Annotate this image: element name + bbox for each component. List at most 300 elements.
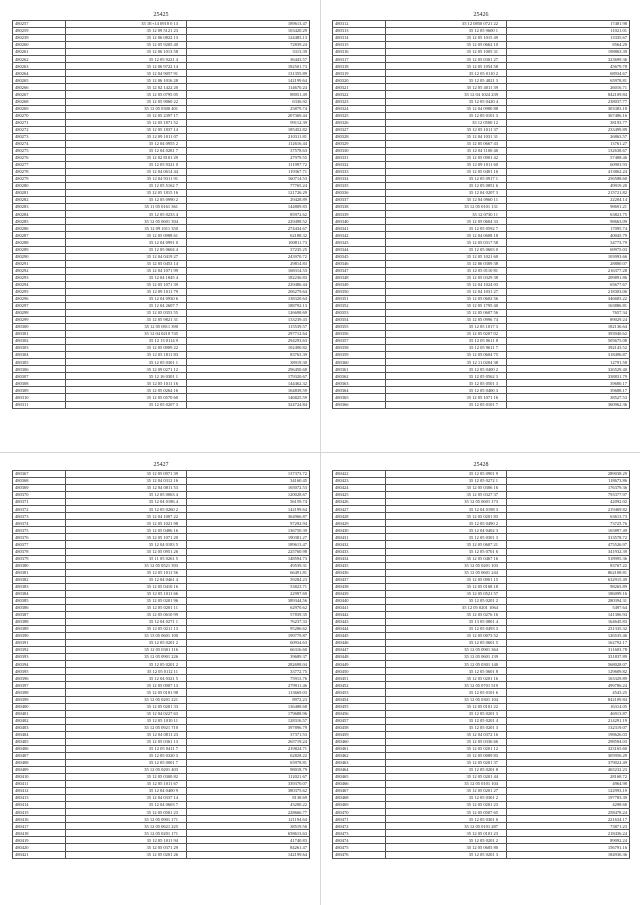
reference-code-cell: 35 12 05 0301 3	[386, 534, 507, 541]
amount-cell: 233499.89	[507, 126, 630, 133]
table-row	[333, 133, 630, 140]
reference-code-cell: 35 12 05 0811 390	[66, 324, 187, 331]
reference-code-cell: 35 12 05 0901 9	[386, 471, 507, 478]
reference-code-cell: 35 12 05 0201 23	[386, 802, 507, 809]
row-id-cell: 480335	[333, 183, 386, 190]
amount-cell: 289038.29	[507, 471, 630, 478]
amount-cell: 144809.83	[187, 204, 310, 211]
row-id-cell: 480449	[333, 661, 386, 668]
reference-code-cell: 35 12 05 0301 116	[66, 647, 187, 654]
amount-cell: 36443.57	[187, 56, 310, 63]
row-id-cell: 480459	[333, 731, 386, 738]
amount-cell: 190381.27	[187, 534, 310, 541]
amount-cell: 26016.71	[507, 84, 630, 91]
row-id-cell: 480293	[13, 274, 66, 281]
table-row	[13, 611, 310, 618]
table-row	[13, 647, 310, 654]
row-id-cell: 480341	[333, 225, 386, 232]
reference-code-cell: 35 12 04 0207 3	[386, 190, 507, 197]
row-id-cell: 480361	[333, 366, 386, 373]
reference-code-cell: 35 12 05 5162 7	[66, 183, 187, 190]
row-id-cell: 480321	[333, 84, 386, 91]
amount-cell: 189613.47	[187, 21, 310, 28]
table-row	[333, 724, 630, 731]
reference-code-cell: 35 12 05 0917 1	[386, 176, 507, 183]
reference-code-cell: 35 12 05 0601 244	[386, 569, 507, 576]
row-id-cell: 480356	[333, 331, 386, 338]
table-row	[13, 84, 310, 91]
amount-cell: 199779.87	[187, 633, 310, 640]
row-id-cell: 480314	[333, 35, 386, 42]
table-row	[13, 274, 310, 281]
reference-code-cell: 35 12 05 0662 10	[386, 42, 507, 49]
reference-code-cell: 35 12 05 1795 40	[386, 302, 507, 309]
reference-code-cell: 35 12 05 0453 14	[66, 260, 187, 267]
table-row	[13, 745, 310, 752]
table-row	[333, 520, 630, 527]
reference-code-cell: 35 12 05 0207 02	[386, 331, 507, 338]
reference-code-cell: 35 12 05 0607 56	[386, 309, 507, 316]
reference-code-cell: 35 12 05 0300 82	[66, 774, 187, 781]
reference-code-cell: 35 12 05 1011 66	[66, 590, 187, 597]
amount-cell: 7657.34	[507, 309, 630, 316]
table-row	[333, 647, 630, 654]
row-id-cell: 480263	[13, 63, 66, 70]
amount-cell: 4964.98	[507, 781, 630, 788]
amount-cell: 475526.97	[507, 541, 630, 548]
row-id-cell: 480368	[13, 478, 66, 485]
row-id-cell: 480290	[13, 253, 66, 260]
reference-code-cell: 35 12 05 0562 3	[386, 373, 507, 380]
table-row	[333, 119, 630, 126]
row-id-cell: 480266	[13, 84, 66, 91]
amount-cell: 60934.63	[187, 640, 310, 647]
row-id-cell: 480394	[13, 661, 66, 668]
reference-code-cell: 35 12 05 2397 17	[66, 112, 187, 119]
row-id-cell: 480373	[13, 513, 66, 520]
reference-code-cell: 35 12 04 0461 4	[66, 576, 187, 583]
amount-cell: 98018.79	[187, 766, 310, 773]
amount-cell: 57839.35	[187, 611, 310, 618]
row-id-cell: 480329	[333, 140, 386, 147]
row-id-cell: 480274	[13, 140, 66, 147]
table-row	[13, 42, 310, 49]
row-id-cell: 480277	[13, 161, 66, 168]
reference-code-cell: 35 12 05 0493 3	[386, 626, 507, 633]
reference-code-cell: 35 12 11 0204 38	[386, 359, 507, 366]
amount-cell: 42092.02	[507, 499, 630, 506]
reference-code-cell: 35 12 05 0601 139	[386, 654, 507, 661]
table-row	[13, 626, 310, 633]
amount-cell: 4298.68	[507, 802, 630, 809]
row-id-cell: 480429	[333, 520, 386, 527]
table-row	[13, 774, 310, 781]
reference-code-cell: 35 12 05 0467 16	[386, 555, 507, 562]
table-row	[13, 112, 310, 119]
row-id-cell: 480384	[13, 590, 66, 597]
document-page	[12, 460, 310, 859]
reference-code-cell: 35 12 05 0921 710	[66, 724, 187, 731]
reference-code-cell: 35 12 04 0312 16	[66, 478, 187, 485]
amount-cell: 65677.67	[507, 281, 630, 288]
amount-cell: 221634.17	[507, 816, 630, 823]
reference-code-cell: 35 12 05 1017 3	[386, 324, 507, 331]
reference-code-cell: 35 12 05 0301 2	[386, 795, 507, 802]
table-row	[13, 218, 310, 225]
row-id-cell: 480450	[333, 668, 386, 675]
amount-cell: 165897.49	[507, 527, 630, 534]
reference-code-cell: 35 12 05 0301 1	[66, 359, 187, 366]
row-id-cell: 480283	[13, 204, 66, 211]
reference-code-cell: 35 12 05 0201 403	[66, 766, 187, 773]
table-row	[13, 640, 310, 647]
reference-code-cell: 35 12 13 0114 9	[66, 338, 187, 345]
row-id-cell: 480475	[333, 844, 386, 851]
reference-code-cell: 35 12 09 1011 07	[66, 133, 187, 140]
table-row	[13, 471, 310, 478]
row-id-cell: 480257	[13, 21, 66, 28]
reference-code-cell: 35 12 09 1011 350	[66, 225, 187, 232]
row-id-cell: 480441	[333, 604, 386, 611]
row-id-cell: 480259	[13, 28, 66, 35]
amount-cell: 505675.08	[507, 338, 630, 345]
table-row	[333, 112, 630, 119]
reference-code-cell: 35 12 04 0271 1	[66, 618, 187, 625]
table-row	[333, 211, 630, 218]
reference-code-cell: 35 12 05 0602 56	[386, 295, 507, 302]
table-row	[333, 176, 630, 183]
amount-cell: 83767.22	[507, 562, 630, 569]
reference-code-cell: 35 12 05 0201 2	[386, 837, 507, 844]
amount-cell: 34160.45	[187, 478, 310, 485]
table-row	[333, 830, 630, 837]
reference-code-cell: 35 12 02 8101 29	[66, 154, 187, 161]
reference-code-cell: 35 12 05 0592 7	[386, 225, 507, 232]
amount-cell: 311603.78	[507, 647, 630, 654]
reference-code-cell: 35 12 05 1011 37	[386, 126, 507, 133]
table-row	[13, 373, 310, 380]
table-row	[333, 795, 630, 802]
reference-code-cell: 35 12 06 9722 14	[66, 63, 187, 70]
reference-code-cell: 35 12 05 0604 4	[66, 246, 187, 253]
row-id-cell: 480457	[333, 717, 386, 724]
data-table	[12, 470, 310, 859]
table-row	[13, 795, 310, 802]
table-row	[13, 387, 310, 394]
reference-code-cell: 35 12 05 1815 16	[66, 190, 187, 197]
reference-code-cell: 35 12 05 0201 33	[66, 703, 187, 710]
amount-cell: 182236.83	[187, 274, 310, 281]
row-id-cell: 480436	[333, 569, 386, 576]
row-id-cell: 480400	[13, 703, 66, 710]
table-row	[333, 359, 630, 366]
reference-code-cell: 35 12 05 0701 6	[386, 548, 507, 555]
table-row	[13, 541, 310, 548]
row-id-cell: 480355	[333, 324, 386, 331]
table-row	[333, 668, 630, 675]
amount-cell: 179320.67	[187, 373, 310, 380]
row-id-cell: 480453	[333, 689, 386, 696]
reference-code-cell: 35 12 05 1054 58	[386, 63, 507, 70]
amount-cell: 43200.22	[187, 802, 310, 809]
reference-code-cell: 35 12 05 1015 49	[386, 35, 507, 42]
row-id-cell: 480285	[13, 218, 66, 225]
row-id-cell: 480391	[13, 640, 66, 647]
table-row	[13, 352, 310, 359]
reference-code-cell: 35 12 05 0201 16	[386, 675, 507, 682]
row-id-cell: 480370	[13, 492, 66, 499]
reference-code-cell: 35 12 05 0201 11	[66, 604, 187, 611]
row-id-cell: 480420	[13, 844, 66, 851]
reference-code-cell: 35 12 05 1021 98	[66, 520, 187, 527]
amount-cell: 120028.67	[187, 492, 310, 499]
amount-cell: 8972.23	[187, 696, 310, 703]
row-id-cell: 480431	[333, 534, 386, 541]
row-id-cell: 480422	[333, 471, 386, 478]
table-row	[13, 161, 310, 168]
amount-cell: 229498.52	[187, 218, 310, 225]
amount-cell: 219469.82	[507, 506, 630, 513]
table-row	[333, 380, 630, 387]
amount-cell: 11021.01	[507, 28, 630, 35]
row-id-cell: 480409	[13, 766, 66, 773]
reference-code-cell: 35 12 05 0371 29	[66, 844, 187, 851]
table-row	[333, 394, 630, 401]
amount-cell: 189613.47	[187, 541, 310, 548]
table-row	[333, 626, 630, 633]
row-id-cell: 480383	[13, 583, 66, 590]
table-row	[13, 28, 310, 35]
row-id-cell: 480324	[333, 105, 386, 112]
reference-code-cell: 35 12 04 2607 7	[66, 302, 187, 309]
amount-cell: 68934.67	[507, 70, 630, 77]
row-id-cell: 480414	[13, 802, 66, 809]
amount-cell: 243970.72	[187, 253, 310, 260]
table-row	[333, 366, 630, 373]
reference-code-cell: 35 12 04 0955 2	[66, 140, 187, 147]
table-row	[13, 211, 310, 218]
table-row	[13, 752, 310, 759]
reference-code-cell: 35 12 05 0201 2	[66, 640, 187, 647]
amount-cell: 119367.71	[187, 168, 310, 175]
row-id-cell: 480432	[333, 541, 386, 548]
row-id-cell: 480302	[13, 338, 66, 345]
row-id-cell: 480445	[333, 633, 386, 640]
amount-cell: 132638.67	[507, 147, 630, 154]
row-id-cell: 480323	[333, 98, 386, 105]
row-id-cell: 480348	[333, 274, 386, 281]
table-row	[13, 288, 310, 295]
row-id-cell: 480310	[13, 394, 66, 401]
reference-code-cell: 35 12 05 0168 18	[386, 583, 507, 590]
table-row	[333, 274, 630, 281]
amount-cell: 197783.39	[507, 795, 630, 802]
row-id-cell: 480461	[333, 745, 386, 752]
amount-cell: 111997.72	[187, 161, 310, 168]
table-row	[333, 774, 630, 781]
amount-cell: 185452.82	[187, 126, 310, 133]
reference-code-cell: 35 12 05 0301 6	[386, 816, 507, 823]
reference-code-cell: 35 12 05 0320 3	[66, 752, 187, 759]
reference-code-cell: 35 12 05 9205 40	[66, 42, 187, 49]
table-row	[13, 788, 310, 795]
row-id-cell: 480470	[333, 809, 386, 816]
table-row	[13, 499, 310, 506]
reference-code-cell: 35 12 05 0400 2	[386, 366, 507, 373]
row-id-cell: 480286	[13, 225, 66, 232]
reference-code-cell: 35 12 05 9600 1	[386, 28, 507, 35]
table-row	[13, 394, 310, 401]
row-id-cell: 480377	[13, 541, 66, 548]
table-row	[13, 668, 310, 675]
amount-cell: 146825.59	[187, 394, 310, 401]
row-id-cell: 480289	[13, 246, 66, 253]
row-id-cell: 480367	[13, 471, 66, 478]
row-id-cell: 480358	[333, 345, 386, 352]
row-id-cell: 480381	[13, 569, 66, 576]
amount-cell: 210311.81	[187, 133, 310, 140]
row-id-cell: 480327	[333, 126, 386, 133]
table-row	[333, 316, 630, 323]
reference-code-cell: 35 12 05 0410 16	[66, 583, 187, 590]
reference-code-cell: 35 12 05 4011 39	[386, 84, 507, 91]
table-row	[13, 485, 310, 492]
amount-cell: 323699.36	[507, 56, 630, 63]
row-id-cell: 480380	[13, 562, 66, 569]
row-id-cell: 480315	[333, 42, 386, 49]
table-row	[333, 823, 630, 830]
row-id-cell: 480428	[333, 513, 386, 520]
table-row	[13, 77, 310, 84]
row-id-cell: 480375	[13, 527, 66, 534]
amount-cell: 40045.79	[507, 232, 630, 239]
table-row	[333, 197, 630, 204]
table-row	[333, 28, 630, 35]
reference-code-cell: 35 12 09 1011 79	[66, 288, 187, 295]
row-id-cell: 480418	[13, 830, 66, 837]
row-id-cell: 480424	[333, 485, 386, 492]
reference-code-cell: 35 12 05 0201 12	[386, 745, 507, 752]
amount-cell: 136488.68	[187, 703, 310, 710]
reference-code-cell: 35 12 05 1871 52	[66, 119, 187, 126]
row-id-cell: 480468	[333, 795, 386, 802]
amount-cell: 216377.28	[507, 267, 630, 274]
table-row	[333, 105, 630, 112]
reference-code-cell: 35 12 0730 11	[386, 211, 507, 218]
row-id-cell: 480451	[333, 675, 386, 682]
table-row	[13, 809, 310, 816]
table-row	[13, 133, 310, 140]
amount-cell: 45679.78	[507, 63, 630, 70]
reference-code-cell: 35 12 05 1005 31	[386, 49, 507, 56]
reference-code-cell: 35 12 04 1007 22	[66, 513, 187, 520]
table-row	[13, 597, 310, 604]
reference-code-cell: 35 12 04 1031 31	[386, 133, 507, 140]
reference-code-cell: 35 12 05 0327 37	[386, 492, 507, 499]
table-row	[333, 703, 630, 710]
amount-cell: 346683.22	[507, 295, 630, 302]
row-id-cell: 480343	[333, 239, 386, 246]
reference-code-cell: 35 12 05 0501 23	[66, 809, 187, 816]
row-id-cell: 480442	[333, 611, 386, 618]
table-row	[333, 569, 630, 576]
row-id-cell: 480447	[333, 647, 386, 654]
table-row	[13, 590, 310, 597]
reference-code-cell: 35 12 05 0260 2	[66, 506, 187, 513]
row-id-cell: 480354	[333, 316, 386, 323]
reference-code-cell: 35 12 09 1011 60	[386, 161, 507, 168]
row-id-cell: 480304	[13, 352, 66, 359]
row-id-cell: 480416	[13, 816, 66, 823]
row-id-cell: 480351	[333, 295, 386, 302]
table-row	[333, 239, 630, 246]
table-row	[13, 126, 310, 133]
table-row	[13, 478, 310, 485]
table-row	[13, 781, 310, 788]
reference-code-cell: 35 12 05 0110 2	[386, 70, 507, 77]
table-row	[333, 745, 630, 752]
amount-cell: 128316.57	[187, 717, 310, 724]
reference-code-cell: 35 12 04 0321 5	[66, 675, 187, 682]
table-row	[333, 738, 630, 745]
table-row	[13, 710, 310, 717]
amount-cell: 38519.56	[187, 823, 310, 830]
row-id-cell: 480347	[333, 267, 386, 274]
row-id-cell: 480395	[13, 668, 66, 675]
table-row	[333, 548, 630, 555]
amount-cell: 37371.53	[187, 731, 310, 738]
table-row	[13, 253, 310, 260]
amount-cell: 632915.49	[507, 576, 630, 583]
amount-cell: 137373.72	[187, 471, 310, 478]
reference-code-cell: 35 12 05 0201 221	[66, 696, 187, 703]
row-id-cell: 480440	[333, 597, 386, 604]
row-id-cell: 480402	[13, 717, 66, 724]
amount-cell: 69975.03	[507, 246, 630, 253]
row-id-cell: 480376	[13, 534, 66, 541]
table-row	[13, 49, 310, 56]
table-row	[13, 816, 310, 823]
amount-cell: 124483.13	[187, 35, 310, 42]
row-id-cell: 480396	[13, 675, 66, 682]
row-id-cell: 480260	[13, 42, 66, 49]
amount-cell: 163886.81	[507, 302, 630, 309]
row-id-cell: 480340	[333, 218, 386, 225]
row-id-cell: 480417	[13, 823, 66, 830]
data-table	[12, 20, 310, 409]
reference-code-cell: 35 12 05 0201 96	[66, 597, 187, 604]
reference-code-cell: 35 12 05 0272 1	[386, 478, 507, 485]
amount-cell: 658613.63	[187, 830, 310, 837]
amount-cell: 225760.98	[187, 548, 310, 555]
reference-code-cell: 35 12 05 0201 27	[386, 788, 507, 795]
reference-code-cell: 35 12 05 0507 65	[386, 809, 507, 816]
amount-cell: 33772.75	[187, 668, 310, 675]
amount-cell: 367486.16	[507, 112, 630, 119]
table-row	[13, 513, 310, 520]
table-row	[333, 345, 630, 352]
amount-cell: 360962.36	[507, 401, 630, 408]
reference-code-cell: 35 12 04 0183 5	[66, 541, 187, 548]
table-row	[13, 190, 310, 197]
table-row	[13, 35, 310, 42]
table-row	[333, 281, 630, 288]
table-row	[333, 471, 630, 478]
row-id-cell: 480369	[13, 485, 66, 492]
reference-code-cell: 35 12 05 0306 16	[386, 485, 507, 492]
page-title: 25425	[153, 12, 169, 18]
reference-code-cell: 35 12 05 9060 22	[66, 98, 187, 105]
